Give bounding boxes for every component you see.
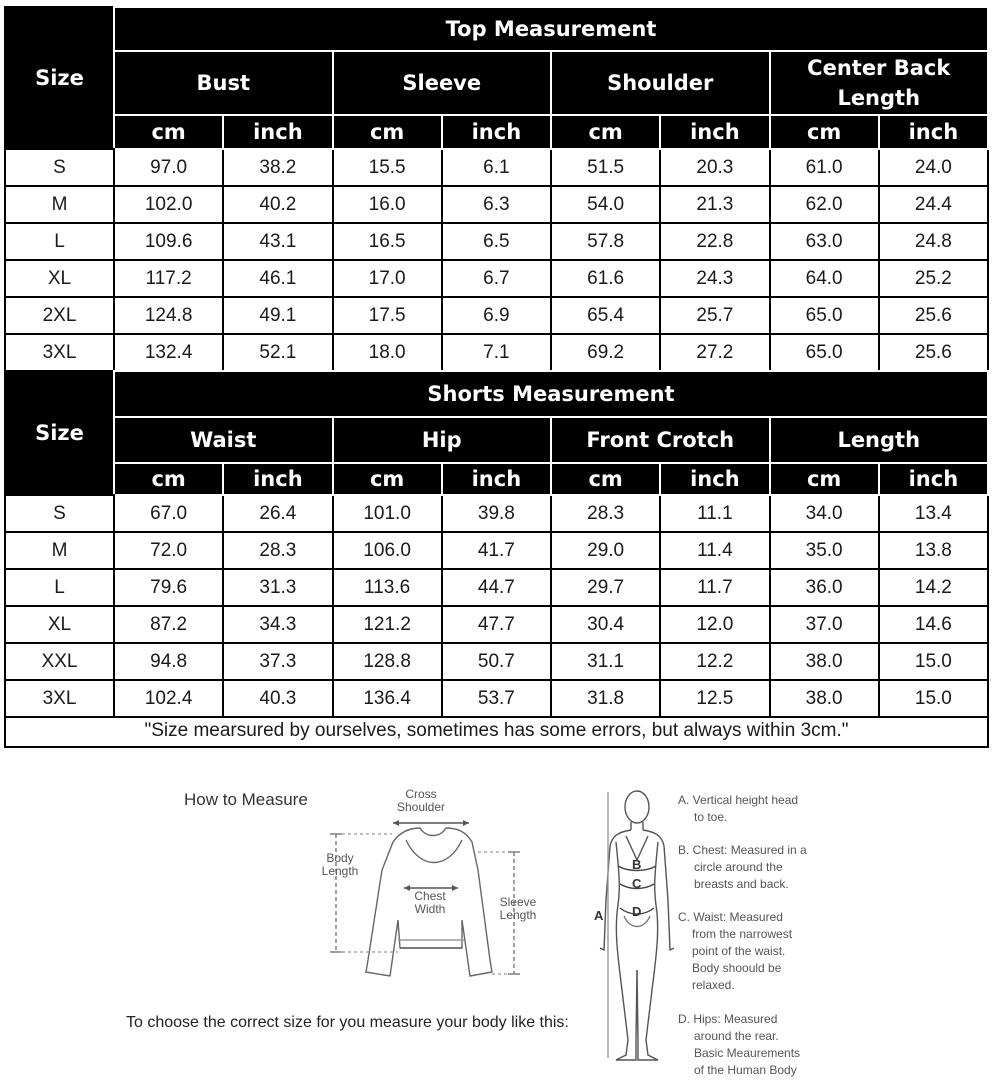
column-group-header: Length [770,417,989,463]
note-line: D. Hips: Measured [678,1012,778,1026]
table-cell: 124.8 [114,297,223,334]
table-cell: 50.7 [442,643,551,680]
table-cell: 67.0 [114,495,223,532]
table-cell: 39.8 [442,495,551,532]
table-cell: 62.0 [770,186,879,223]
table-cell: 29.7 [551,569,660,606]
table-cell: 102.0 [114,186,223,223]
size-cell: S [5,495,114,532]
table-cell: 28.3 [223,532,332,569]
table-cell: 30.4 [551,606,660,643]
table-cell: 6.1 [442,149,551,186]
table-cell: 29.0 [551,532,660,569]
table-cell: 44.7 [442,569,551,606]
table-cell: 106.0 [333,532,442,569]
table-cell: 15.0 [879,643,988,680]
note-line: A. Vertical height head [678,793,799,807]
table-cell: 34.3 [223,606,332,643]
table-cell: 117.2 [114,260,223,297]
table-cell: 37.3 [223,643,332,680]
column-group-header: Shoulder [551,51,770,115]
table-cell: 18.0 [333,334,442,371]
size-cell: XL [5,260,114,297]
table-cell: 15.5 [333,149,442,186]
table-cell: 128.8 [333,643,442,680]
table-cell: 132.4 [114,334,223,371]
marker-c: C [632,876,642,891]
table-cell: 13.8 [879,532,988,569]
table-cell: 25.2 [879,260,988,297]
table-cell: 69.2 [551,334,660,371]
table-cell: 6.7 [442,260,551,297]
table-cell: 12.2 [660,643,769,680]
table-title: Top Measurement [114,7,988,51]
table-cell: 7.1 [442,334,551,371]
table-cell: 24.4 [879,186,988,223]
note-line: circle around the [694,860,783,874]
column-group-header: Sleeve [333,51,552,115]
table-cell: 24.0 [879,149,988,186]
table-title: Shorts Measurement [114,371,988,417]
size-cell: L [5,223,114,260]
table-cell: 11.7 [660,569,769,606]
unit-header: cm [114,463,223,495]
note-c [678,909,848,994]
body-figure [600,791,674,1060]
table-cell: 49.1 [223,297,332,334]
note-line: from the narrowest [692,927,793,941]
table-cell: 65.0 [770,334,879,371]
column-group-header: Hip [333,417,552,463]
cross-shoulder-text: Shoulder [396,800,446,814]
size-cell: 2XL [5,297,114,334]
table-cell: 25.7 [660,297,769,334]
note-line: to toe. [694,810,728,824]
size-header: Size [5,7,114,149]
table-cell: 43.1 [223,223,332,260]
note-line: Body shoould be [692,961,782,975]
table-cell: 47.7 [442,606,551,643]
table-cell: 31.3 [223,569,332,606]
note-b [678,842,848,893]
table-cell: 24.3 [660,260,769,297]
size-cell: 3XL [5,680,114,717]
size-cell: M [5,532,114,569]
table-cell: 113.6 [333,569,442,606]
table-cell: 28.3 [551,495,660,532]
sleeve-length-text: Length [499,908,537,922]
table-cell: 87.2 [114,606,223,643]
size-cell: L [5,569,114,606]
table-cell: 6.3 [442,186,551,223]
table-cell: 26.4 [223,495,332,532]
table-cell: 17.5 [333,297,442,334]
cross-shoulder-label [396,788,446,814]
table-cell: 13.4 [879,495,988,532]
unit-header: cm [551,115,660,149]
table-cell: 101.0 [333,495,442,532]
table-cell: 6.9 [442,297,551,334]
table-cell: 16.5 [333,223,442,260]
table-cell: 109.6 [114,223,223,260]
sleeve-length-label [496,896,540,922]
table-cell: 11.1 [660,495,769,532]
unit-header: inch [223,115,332,149]
table-cell: 27.2 [660,334,769,371]
table-cell: 31.1 [551,643,660,680]
table-cell: 35.0 [770,532,879,569]
unit-header: inch [223,463,332,495]
table-cell: 63.0 [770,223,879,260]
table-cell: 14.2 [879,569,988,606]
size-header: Size [5,371,114,495]
note-line: B. Chest: Measured in a [678,843,807,857]
table-cell: 12.0 [660,606,769,643]
marker-b: B [632,857,642,872]
table-cell: 57.8 [551,223,660,260]
chest-width-text: Width [414,902,446,916]
note-a [678,792,848,826]
table-cell: 34.0 [770,495,879,532]
column-group-header: Bust [114,51,333,115]
table-cell: 22.8 [660,223,769,260]
table-cell: 136.4 [333,680,442,717]
unit-header: cm [770,463,879,495]
measurement-disclaimer: "Size mearsured by ourselves, sometimes has some errors, but always within 3cm." [4,716,989,748]
table-cell: 79.6 [114,569,223,606]
size-cell: S [5,149,114,186]
table-cell: 25.6 [879,297,988,334]
note-line: around the rear. [694,1029,779,1043]
table-cell: 94.8 [114,643,223,680]
size-cell: 3XL [5,334,114,371]
table-cell: 51.5 [551,149,660,186]
column-group-header: Front Crotch [551,417,770,463]
unit-header: cm [333,115,442,149]
body-length-text: Body [326,851,354,865]
unit-header: inch [879,463,988,495]
chest-width-text: Chest [414,889,446,903]
unit-header: inch [442,463,551,495]
unit-header: cm [551,463,660,495]
table-cell: 65.0 [770,297,879,334]
column-group-header: Center Back Length [770,51,989,115]
size-cell: XL [5,606,114,643]
table-cell: 24.8 [879,223,988,260]
note-line: Basic Meaurements [694,1046,801,1060]
note-line: relaxed. [692,978,735,992]
table-cell: 38.2 [223,149,332,186]
table-cell: 17.0 [333,260,442,297]
body-length-label [318,852,362,878]
table-cell: 61.6 [551,260,660,297]
table-cell: 102.4 [114,680,223,717]
marker-d: D [632,904,642,919]
table-cell: 12.5 [660,680,769,717]
table-cell: 65.4 [551,297,660,334]
column-group-header: Waist [114,417,333,463]
how-to-measure-label: How to Measure [184,790,308,809]
table-cell: 15.0 [879,680,988,717]
size-cell: XXL [5,643,114,680]
unit-header: inch [442,115,551,149]
body-length-text: Length [321,864,359,878]
unit-header: inch [660,463,769,495]
table-cell: 36.0 [770,569,879,606]
note-line: of the Human Body [694,1063,797,1077]
table-cell: 20.3 [660,149,769,186]
marker-a: A [594,908,604,923]
sleeve-length-text: Sleeve [499,895,537,909]
table-cell: 38.0 [770,643,879,680]
unit-header: cm [770,115,879,149]
unit-header: cm [114,115,223,149]
table-cell: 11.4 [660,532,769,569]
table-cell: 97.0 [114,149,223,186]
table-cell: 64.0 [770,260,879,297]
table-cell: 16.0 [333,186,442,223]
table-cell: 54.0 [551,186,660,223]
table-cell: 31.8 [551,680,660,717]
table-cell: 21.3 [660,186,769,223]
table-cell: 25.6 [879,334,988,371]
unit-header: inch [660,115,769,149]
table-cell: 121.2 [333,606,442,643]
table-cell: 61.0 [770,149,879,186]
table-cell: 40.3 [223,680,332,717]
table-cell: 46.1 [223,260,332,297]
table-cell: 40.2 [223,186,332,223]
table-cell: 53.7 [442,680,551,717]
table-cell: 6.5 [442,223,551,260]
cross-shoulder-text: Cross [405,787,437,801]
table-cell: 37.0 [770,606,879,643]
note-d [678,1011,848,1079]
size-cell: M [5,186,114,223]
table-cell: 72.0 [114,532,223,569]
note-line: C. Waist: Measured [678,910,783,924]
table-cell: 14.6 [879,606,988,643]
unit-header: cm [333,463,442,495]
unit-header: inch [879,115,988,149]
note-line: breasts and back. [694,877,789,891]
table-cell: 41.7 [442,532,551,569]
note-line: point of the waist. [692,944,786,958]
table-cell: 38.0 [770,680,879,717]
choose-size-instruction: To choose the correct size for you measure your body like this: [126,1014,569,1031]
table-cell: 52.1 [223,334,332,371]
chest-width-label [408,890,452,916]
